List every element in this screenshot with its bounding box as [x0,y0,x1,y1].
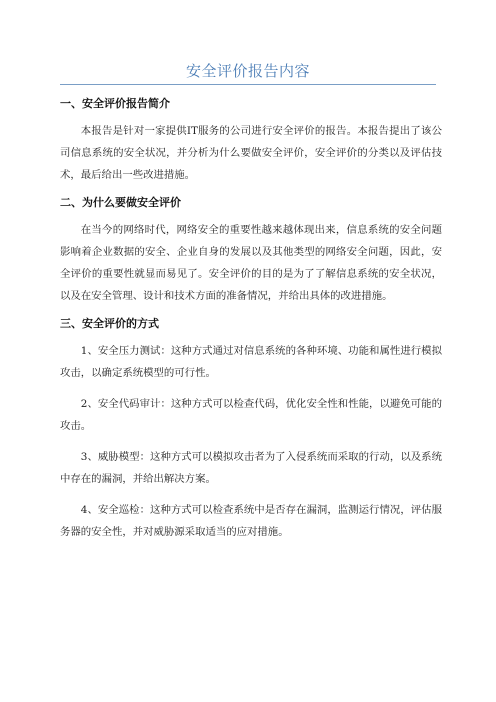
section-evaluation-methods [60,316,442,543]
section-why-evaluate [60,195,442,307]
paragraph: 本报告是针对一家提供IT服务的公司进行安全评价的报告。本报告提出了该公司信息系统的安全状况，并分析为什么要做安全评价，安全评价的分类以及评估技术，最后给出一些改进措施。 [60,125,442,181]
section-heading: 一、安全评价报告简介 [60,97,170,110]
paragraph: 在当今的网络时代，网络安全的重要性越来越体现出来，信息系统的安全问题影响着企业数据的安全、企业自身的发展以及其他类型的网络安全问题，因此，安全评价的重要性就显而易见了。安全评价的目的是为了了解信息系统的安全状况，以及在安全管理、设计和技术方面的准备情况，并给出具体的改进措施。 [60,224,442,302]
section-introduction [60,96,442,186]
title-divider [60,84,436,85]
document-title: 安全评价报告内容 [185,62,310,80]
document-body [60,96,442,543]
method-item: 3、威胁模型：这种方式可以模拟攻击者为了入侵系统而采取的行动，以及系统中存在的漏洞，并给出解决方案。 [60,451,442,485]
method-item: 4、安全巡检：这种方式可以检查系统中是否存在漏洞，监测运行情况，评估服务器的安全性，并对威胁源采取适当的应对措施。 [60,504,442,538]
method-item: 1、安全压力测试：这种方式通过对信息系统的各种环境、功能和属性进行模拟攻击，以确定系统模型的可行性。 [60,345,442,379]
section-heading: 三、安全评价的方式 [60,317,159,330]
section-heading: 二、为什么要做安全评价 [60,196,181,209]
method-item: 2、安全代码审计：这种方式可以检查代码，优化安全性和性能，以避免可能的攻击。 [60,398,442,432]
